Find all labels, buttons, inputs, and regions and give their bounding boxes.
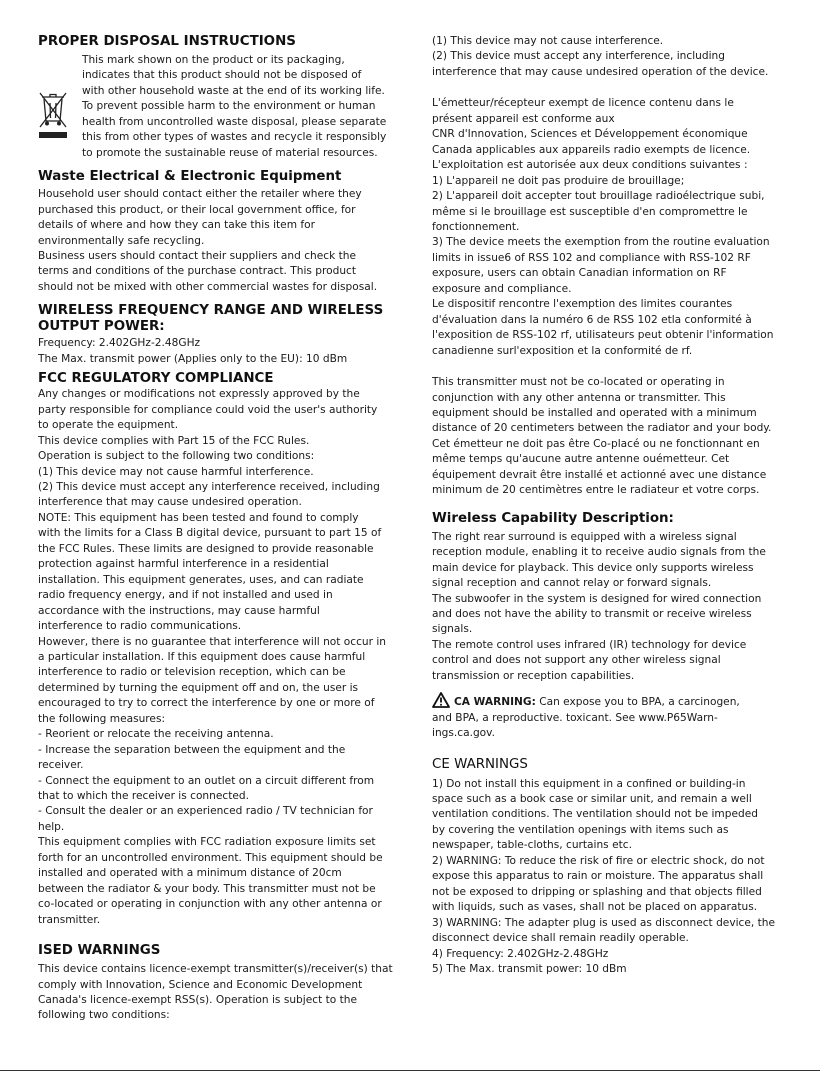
ce-heading: CE WARNINGS xyxy=(432,756,528,772)
colocation-text: This transmitter must not be co-located or operating in conjunction with any other antenna or transmitter. This equipment should be installed and operated with a minimum distance of 20 centimeters between the radiator and your body. Cet émetteur ne doit pas être Co-placé ou ne fonctionnant en même temps qu'aucune autre antenne ouémetteur. Cet équipement devrait être installé et actionné avec une distance minimum de 20 centimètres entre le radiateur et votre corps. xyxy=(432,376,772,497)
fcc-text: Any changes or modifications not expressly approved by the party responsible for compliance could void the user's authority to operate the equipment. This device complies with Part 15 of the FCC Rules. Operation is subject to the following two conditions: (1) This device may not cause harmful interference. (2) This device must accept any interference received, including interference that may cause undesired operation. NOTE: This equipment has been tested and found to comply with the limits for a Class B digital device, pursuant to part 15 of the FCC Rules. These limits are designed to provide reasonable protection against harmful interference in a residential installation. This equipment generates, uses, and can radiate radio frequency energy, and if not installed and used in accordance with the instructions, may cause harmful interference to radio communications. However, there is no guarantee that interference will not occur in a particular installation. If this equipment does cause harmful interference to radio or television reception, which can be determined by turning the equipment off and on, the user is encouraged to try to correct the interference by one or more of the following measures: - Reorient or relocate the receiving antenna. - Increase the separation between the equipment and the receiver. - Connect the equipment to an outlet on a circuit different from that to which the receiver is connected. - Consult the dealer or an experienced radio / TV technician for help. This equipment complies with FCC radiation exposure limits set forth for an uncontrolled environment. This equipment should be installed and operated with a minimum distance of 20cm between the radiator & your body. This transmitter must not be co-located or operating in conjunction with any other antenna or transmitter. xyxy=(38,388,387,926)
crossed-out-wheelie-bin-icon xyxy=(38,91,68,141)
weee-text: Household user should contact either the retailer where they purchased this product, or their local government office, for details of where and how they can take this item for environmentally safe recycling. Business users should contact their suppliers and check the terms and conditions of the purchase contract. This product should not be mixed with other commercial wastes for disposal. xyxy=(38,188,378,293)
ca-warning-text-rest: and BPA, a reproductive. toxicant. See www.P65Warn- ings.ca.gov. xyxy=(432,711,718,740)
ca-warning xyxy=(432,692,794,710)
disposal-text: This mark shown on the product or its packaging, indicates that this product should not be disposed of with other household waste at the end of its working life. To prevent possible harm to the environment or human health from uncontrolled waste disposal, please separate this from other types of wastes and recycle it responsibly to promote the sustainable reuse of material resources. xyxy=(82,54,387,159)
weee-heading: Waste Electrical & Electronic Equipment xyxy=(38,169,342,185)
disposal-section xyxy=(38,53,408,161)
ce-text: 1) Do not install this equipment in a confined or building-in space such as a book case or similar unit, and remain a well ventilation conditions. The ventilation should not be impeded by covering the ventilation openings with items such as newspaper, table-cloths, curtains etc. 2) WARNING: To reduce the risk of fire or electric shock, do not expose this apparatus to rain or moisture. The apparatus shall not be exposed to dripping or splashing and that objects filled with liquids, such as vases, shall not be placed on apparatus. 3) WARNING: The adapter plug is used as disconnect device, the disconnect device shall remain readily operable. 4) Frequency: 2.402GHz-2.48GHz 5) The Max. transmit power: 10 dBm xyxy=(432,777,775,976)
ised-text: This device contains licence-exempt transmitter(s)/receiver(s) that comply with Innovation, Science and Economic Development Canada's licence-exempt RSS(s). Operation is subject to the following two conditions: xyxy=(38,963,393,1022)
ised-continued-text: (1) This device may not cause interference. (2) This device must accept any interference, including interference that may cause undesired operation of the device. xyxy=(432,35,769,78)
fcc-heading: FCC REGULATORY COMPLIANCE xyxy=(38,371,274,387)
ca-warning-text-first: Can expose you to BPA, a carcinogen, xyxy=(535,696,740,709)
ised-heading: ISED WARNINGS xyxy=(38,943,161,959)
warning-triangle-icon xyxy=(432,692,450,708)
capability-heading: Wireless Capability Description: xyxy=(432,510,674,526)
disposal-heading: PROPER DISPOSAL INSTRUCTIONS xyxy=(38,34,296,49)
right-column xyxy=(432,34,794,977)
bottom-divider xyxy=(0,1070,820,1071)
wireless-heading: WIRELESS FREQUENCY RANGE AND WIRELESS OUTPUT POWER: xyxy=(38,303,384,335)
left-column xyxy=(38,34,408,1024)
capability-text: The right rear surround is equipped with a wireless signal reception module, enabling it to receive audio signals from the main device for playback. This device only supports wireless signal reception and cannot relay or forward signals. The subwoofer in the system is designed for wired connection and does not have the ability to transmit or receive wireless signals. The remote control uses infrared (IR) technology for device control and does not support any other wireless signal transmission or reception capabilities. xyxy=(432,530,766,682)
wireless-text: Frequency: 2.402GHz-2.48GHz The Max. transmit power (Applies only to the EU): 10 dBm xyxy=(38,337,348,365)
ised-french-text: L'émetteur/récepteur exempt de licence contenu dans le présent appareil est conforme aux CNR d'Innovation, Sciences et Développement économique Canada applicables aux appareils radio exempts de licence. L'exploitation est autorisée aux deux conditions suivantes : 1) L'appareil ne doit pas produire de brouillage; 2) L'appareil doit accepter tout brouillage radioélectrique subi, même si le brouillage est susceptible d'en compromettre le fonctionnement. 3) The device meets the exemption from the routine evaluation limits in issue6 of RSS 102 and compliance with RSS-102 RF exposure, users can obtain Canadian information on RF exposure and compliance. Le dispositif rencontre l'exemption des limites courantes d'évaluation dans la numéro 6 de RSS 102 etla conformité à l'exposition de RSS-102 rf, utilisateurs peut obtenir l'information canadienne surl'exposition et la conformité de rf. xyxy=(432,97,774,357)
ca-warning-label: CA WARNING: xyxy=(454,696,536,709)
